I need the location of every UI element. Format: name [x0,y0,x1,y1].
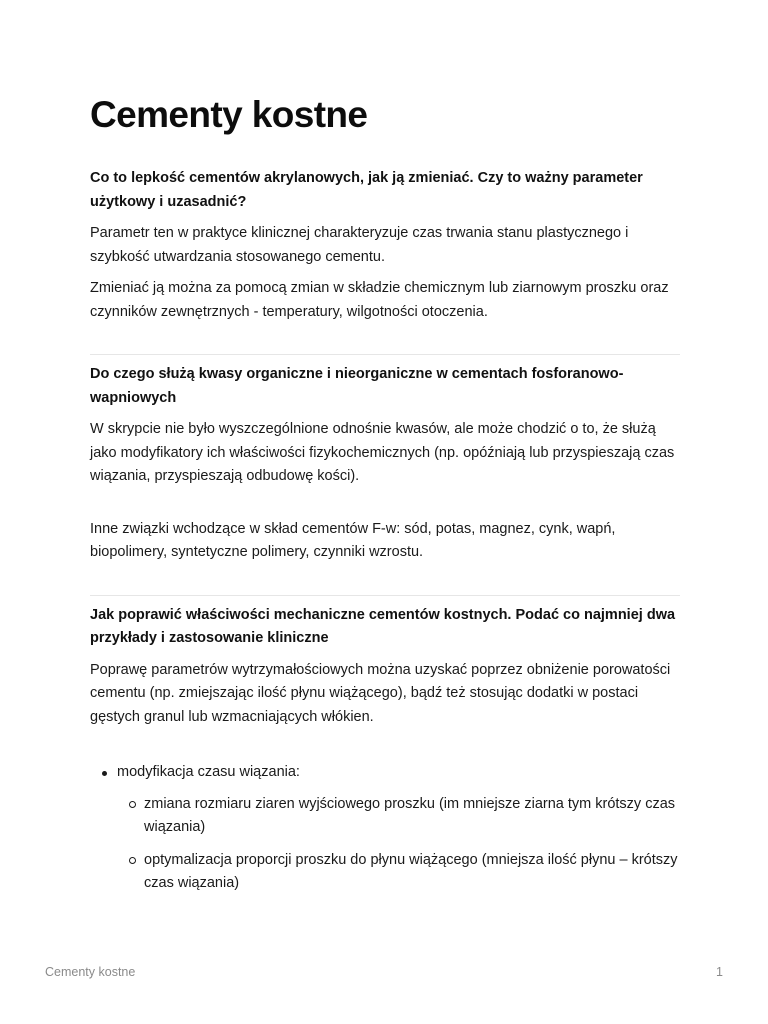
answer-paragraph: Poprawę parametrów wytrzymałościowych można uzyskać poprzez obniżenie porowatości cementu (np. zmiejszając ilość płynu wiążącego), bądź też stosując dodatki w postaci gęstych granul lub wzmacniających włókien. [90,661,671,725]
document-body [90,167,680,905]
list-item-text: optymalizacja proporcji proszku do płynu wiążącego (mniejsza ilość płynu – krótszy czas wiązania) [144,851,678,891]
list-item-text: modyfikacja czasu wiązania: [117,764,300,780]
section-divider [90,354,680,355]
answer-paragraph: W skrypcie nie było wyszczególnione odnośnie kwasów, ale może chodzić o to, że służą jako modyfikatory ich właściwości fizykochemicznych (np. opóźniają lub przyspieszają czas wiązania, przyspieszają odbudowę kości). [90,421,675,484]
hollow-bullet-icon [129,857,136,864]
question-heading: Co to lepkość cementów akrylanowych, jak ją zmieniać. Czy to ważny parameter użytkowy i uzasadnić? [90,170,643,210]
answer-paragraph: Parametr ten w praktyce klinicznej charakteryzuje czas trwania stanu plastycznego i szybkość utwardzania stosowanego cementu. [90,225,629,265]
section-divider [90,595,680,596]
section-kwasy [90,363,680,565]
list-item [144,793,680,840]
answer-paragraph: Inne związki wchodzące w skład cementów F-w: sód, potas, magnez, cynk, wapń, biopolimery, syntetyczne polimery, czynniki wzrostu. [90,520,616,560]
list-item [117,761,680,896]
hollow-bullet-icon [129,801,136,808]
answer-paragraph: Zmieniać ją można za pomocą zmian w składzie chemicznym lub ziarnowym proszku oraz czynników zewnętrznych - temperatury, wilgotności otoczenia. [90,280,669,320]
sub-bullet-list [117,793,680,896]
page-title: Cementy kostne [90,94,368,135]
bullet-list [90,761,680,896]
question-heading: Jak poprawić właściwości mechaniczne cementów kostnych. Podać co najmniej dwa przykłady i zastosowanie kliniczne [90,606,676,646]
bullet-icon [102,771,107,776]
section-lepkosc [90,167,680,324]
list-item-text: zmiana rozmiaru ziaren wyjściowego proszku (im mniejsze ziarna tym krótszy czas wiązania) [144,795,676,835]
list-item [144,849,680,896]
question-heading: Do czego służą kwasy organiczne i nieorganiczne w cementach fosforanowo-wapniowych [90,366,624,406]
section-wlasciwosci-mechaniczne [90,604,680,896]
footer-doc-title: Cementy kostne [45,965,136,979]
footer-page-number: 1 [716,965,723,979]
